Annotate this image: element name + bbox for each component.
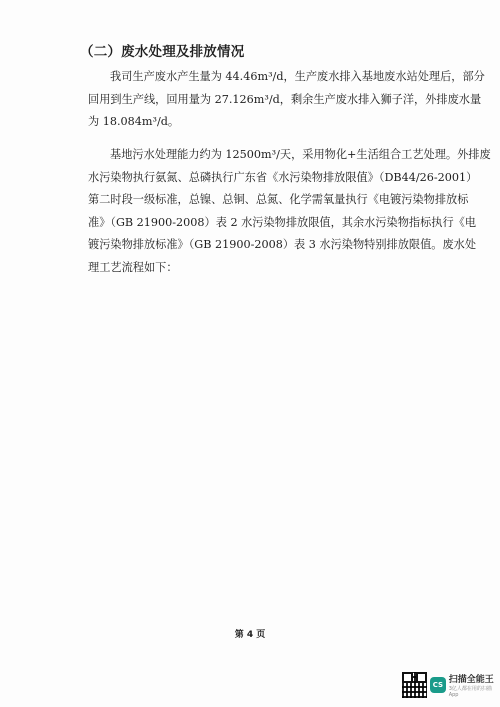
paragraph-line: 准》（GB 21900-2008）表 2 水污染物排放限值，其余水污染物指标执行《电 <box>88 215 477 229</box>
paragraph-line: 我司生产废水产生量为 44.46m³/d，生产废水排入基地废水站处理后，部分 <box>110 70 485 83</box>
paragraph-line: 水污染物执行氨氮、总磷执行广东省《水污染物排放限值》（DB44/26-2001） <box>88 170 478 184</box>
paragraph-treatment-standards <box>88 144 491 279</box>
camscanner-logo-icon: CS <box>430 677 446 693</box>
paragraph-line: 基地污水处理能力约为 12500m³/天，采用物化+生活组合工艺处理。外排废 <box>110 148 491 161</box>
paragraph-wastewater-volume <box>88 66 485 134</box>
paragraph-line: 理工艺流程如下： <box>88 260 178 274</box>
paragraph-line: 镀污染物排放标准》（GB 21900-2008）表 3 水污染物特别排放限值。废水处 <box>88 238 477 251</box>
paragraph-line: 回用到生产线，回用量为 27.126m³/d，剩余生产废水排入狮子洋，外排废水量 <box>88 92 482 106</box>
watermark-subtitle: 3亿人都在用的扫描App <box>448 686 492 698</box>
page-number: 第 4 页 <box>234 630 266 640</box>
watermark-title: 扫描全能王 <box>448 675 494 685</box>
scanner-watermark <box>402 672 500 698</box>
section-heading: （二）废水处理及排放情况 <box>80 44 245 60</box>
paragraph-line: 为 18.084m³/d。 <box>88 115 180 128</box>
qr-code-icon <box>402 672 427 698</box>
paragraph-line: 第二时段一级标准，总镍、总铜、总氮、化学需氧量执行《电镀污染物排放标 <box>88 193 469 206</box>
